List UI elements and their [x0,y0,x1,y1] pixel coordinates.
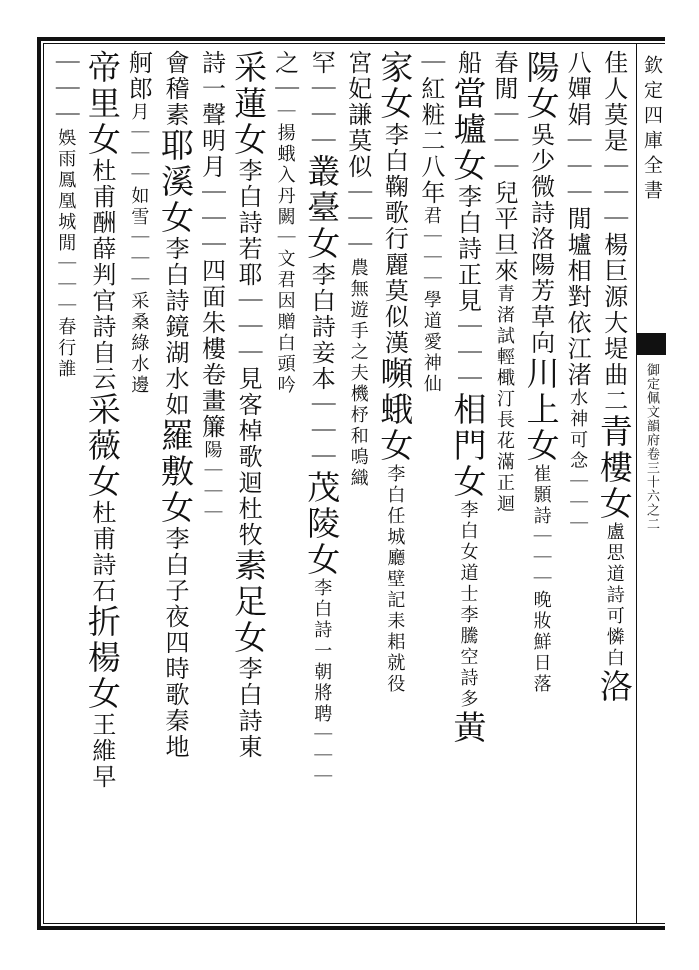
text-column [594,50,634,915]
entry-text: 月｜｜｜如雪 [128,102,150,228]
entry-text: 農無遊手之夫機杼和鳴織 [347,258,369,489]
entry-text: 李白詩東 [234,656,263,760]
text-column [265,50,305,915]
text-column [411,50,451,915]
fishtail-mark [637,333,666,355]
entry-text: 李白鞠歌行麗莫似漢 [380,122,409,356]
entry-heading: 采薇女 [82,392,122,500]
text-column [447,50,487,915]
entry-text: 陽｜｜｜ [201,440,223,524]
volume-label: 御定佩文韻府卷三十六之二 [644,363,659,531]
text-column [521,50,561,915]
entry-heading: 黃 [448,710,488,746]
entry-heading: 折楊女 [82,604,122,712]
entry-heading: 洛 [594,669,634,705]
text-column [484,50,524,915]
text-column [228,50,268,915]
entry-text: 王維早 [87,712,116,790]
entry-text: 吳少微詩洛陽芳草向 [526,122,555,356]
entry-text: 君｜｜｜學道愛神仙 [420,206,442,395]
entry-text: 青渚試輕檝汀長花滿正迴 [494,284,516,515]
entry-text: 杜甫詩石 [87,500,116,604]
text-column [338,50,378,915]
entry-heading: 青樓女 [594,414,634,522]
entry-text: 八嬋娟｜｜｜閒壚相對依江渚 [563,50,592,388]
text-column [45,50,85,915]
entry-heading: 耶溪女 [155,128,195,236]
entry-text: 會稽素 [160,50,189,128]
entry-heading: 素足女 [229,548,269,656]
book-title: 欽定四庫全書 [641,55,663,205]
entry-text: ｜文君因贈白頭吟 [274,228,296,396]
entry-text: 李白女道士李騰空詩多 [457,500,479,710]
entry-text: 宮妃謙莫似｜｜｜ [343,50,372,258]
text-column [374,50,414,915]
entry-text: 李白詩鏡湖水如 [160,236,189,418]
entry-text: ｜｜｜ [51,50,80,128]
text-body [47,50,632,915]
entry-text: 娛雨鳳凰城 [55,128,77,233]
entry-text: ｜｜｜采桑綠水邊 [128,228,150,396]
text-column [192,50,232,915]
entry-text: 春閒｜｜｜兒平旦來 [490,50,519,284]
sidebar-margin [636,43,666,924]
entry-text: 春行誰 [55,317,77,380]
entry-heading: 家女 [375,50,415,122]
entry-text: 詩一聲明月｜｜｜四面朱樓卷畫簾 [197,50,226,440]
entry-text: 杜甫酬薛判官詩自云 [87,158,116,392]
entry-text: 佳人莫是｜｜｜楊巨源大堤曲二 [599,50,628,414]
entry-text: 閒｜｜｜ [55,233,77,317]
entry-text: 罕｜｜｜ [307,50,336,154]
entry-text: 盧思道詩可憐白 [603,522,625,669]
entry-text: 水神可念｜｜｜ [567,388,589,535]
entry-text: 李白子夜四時歌秦地 [160,526,189,760]
text-column [118,50,158,915]
entry-heading: 川上女 [521,356,561,464]
entry-heading: 嚬蛾女 [375,356,415,464]
entry-text: 李白任城廳壁記耒耜就役 [384,464,406,695]
entry-heading: 茂陵女 [302,470,342,578]
text-column [301,50,341,915]
entry-text: 船 [453,50,482,76]
entry-text: 李白詩一朝將聘｜｜｜ [311,578,333,788]
text-column [82,50,122,915]
text-column [155,50,195,915]
entry-heading: 帝里女 [82,50,122,158]
entry-heading: 叢臺女 [302,154,342,262]
entry-heading: 當壚女 [448,76,488,184]
entry-text: ｜揚蛾入丹闕 [274,102,296,228]
entry-heading: 采蓮女 [229,50,269,158]
entry-text: 李白詩若耶｜｜｜見客棹歌迴杜牧 [234,158,263,548]
entry-text: 李白詩正見｜｜｜ [453,184,482,392]
entry-text: 之｜ [270,50,299,102]
text-column [557,50,597,915]
entry-heading: 相門女 [448,392,488,500]
entry-text: 崔顥詩｜｜｜晚妝鮮日落 [530,464,552,695]
entry-heading: 陽女 [521,50,561,122]
entry-text: ｜紅粧二八年 [416,50,445,206]
entry-text: 李白詩妾本｜｜｜ [307,262,336,470]
entry-text: 舸郎 [124,50,153,102]
entry-heading: 羅敷女 [155,418,195,526]
